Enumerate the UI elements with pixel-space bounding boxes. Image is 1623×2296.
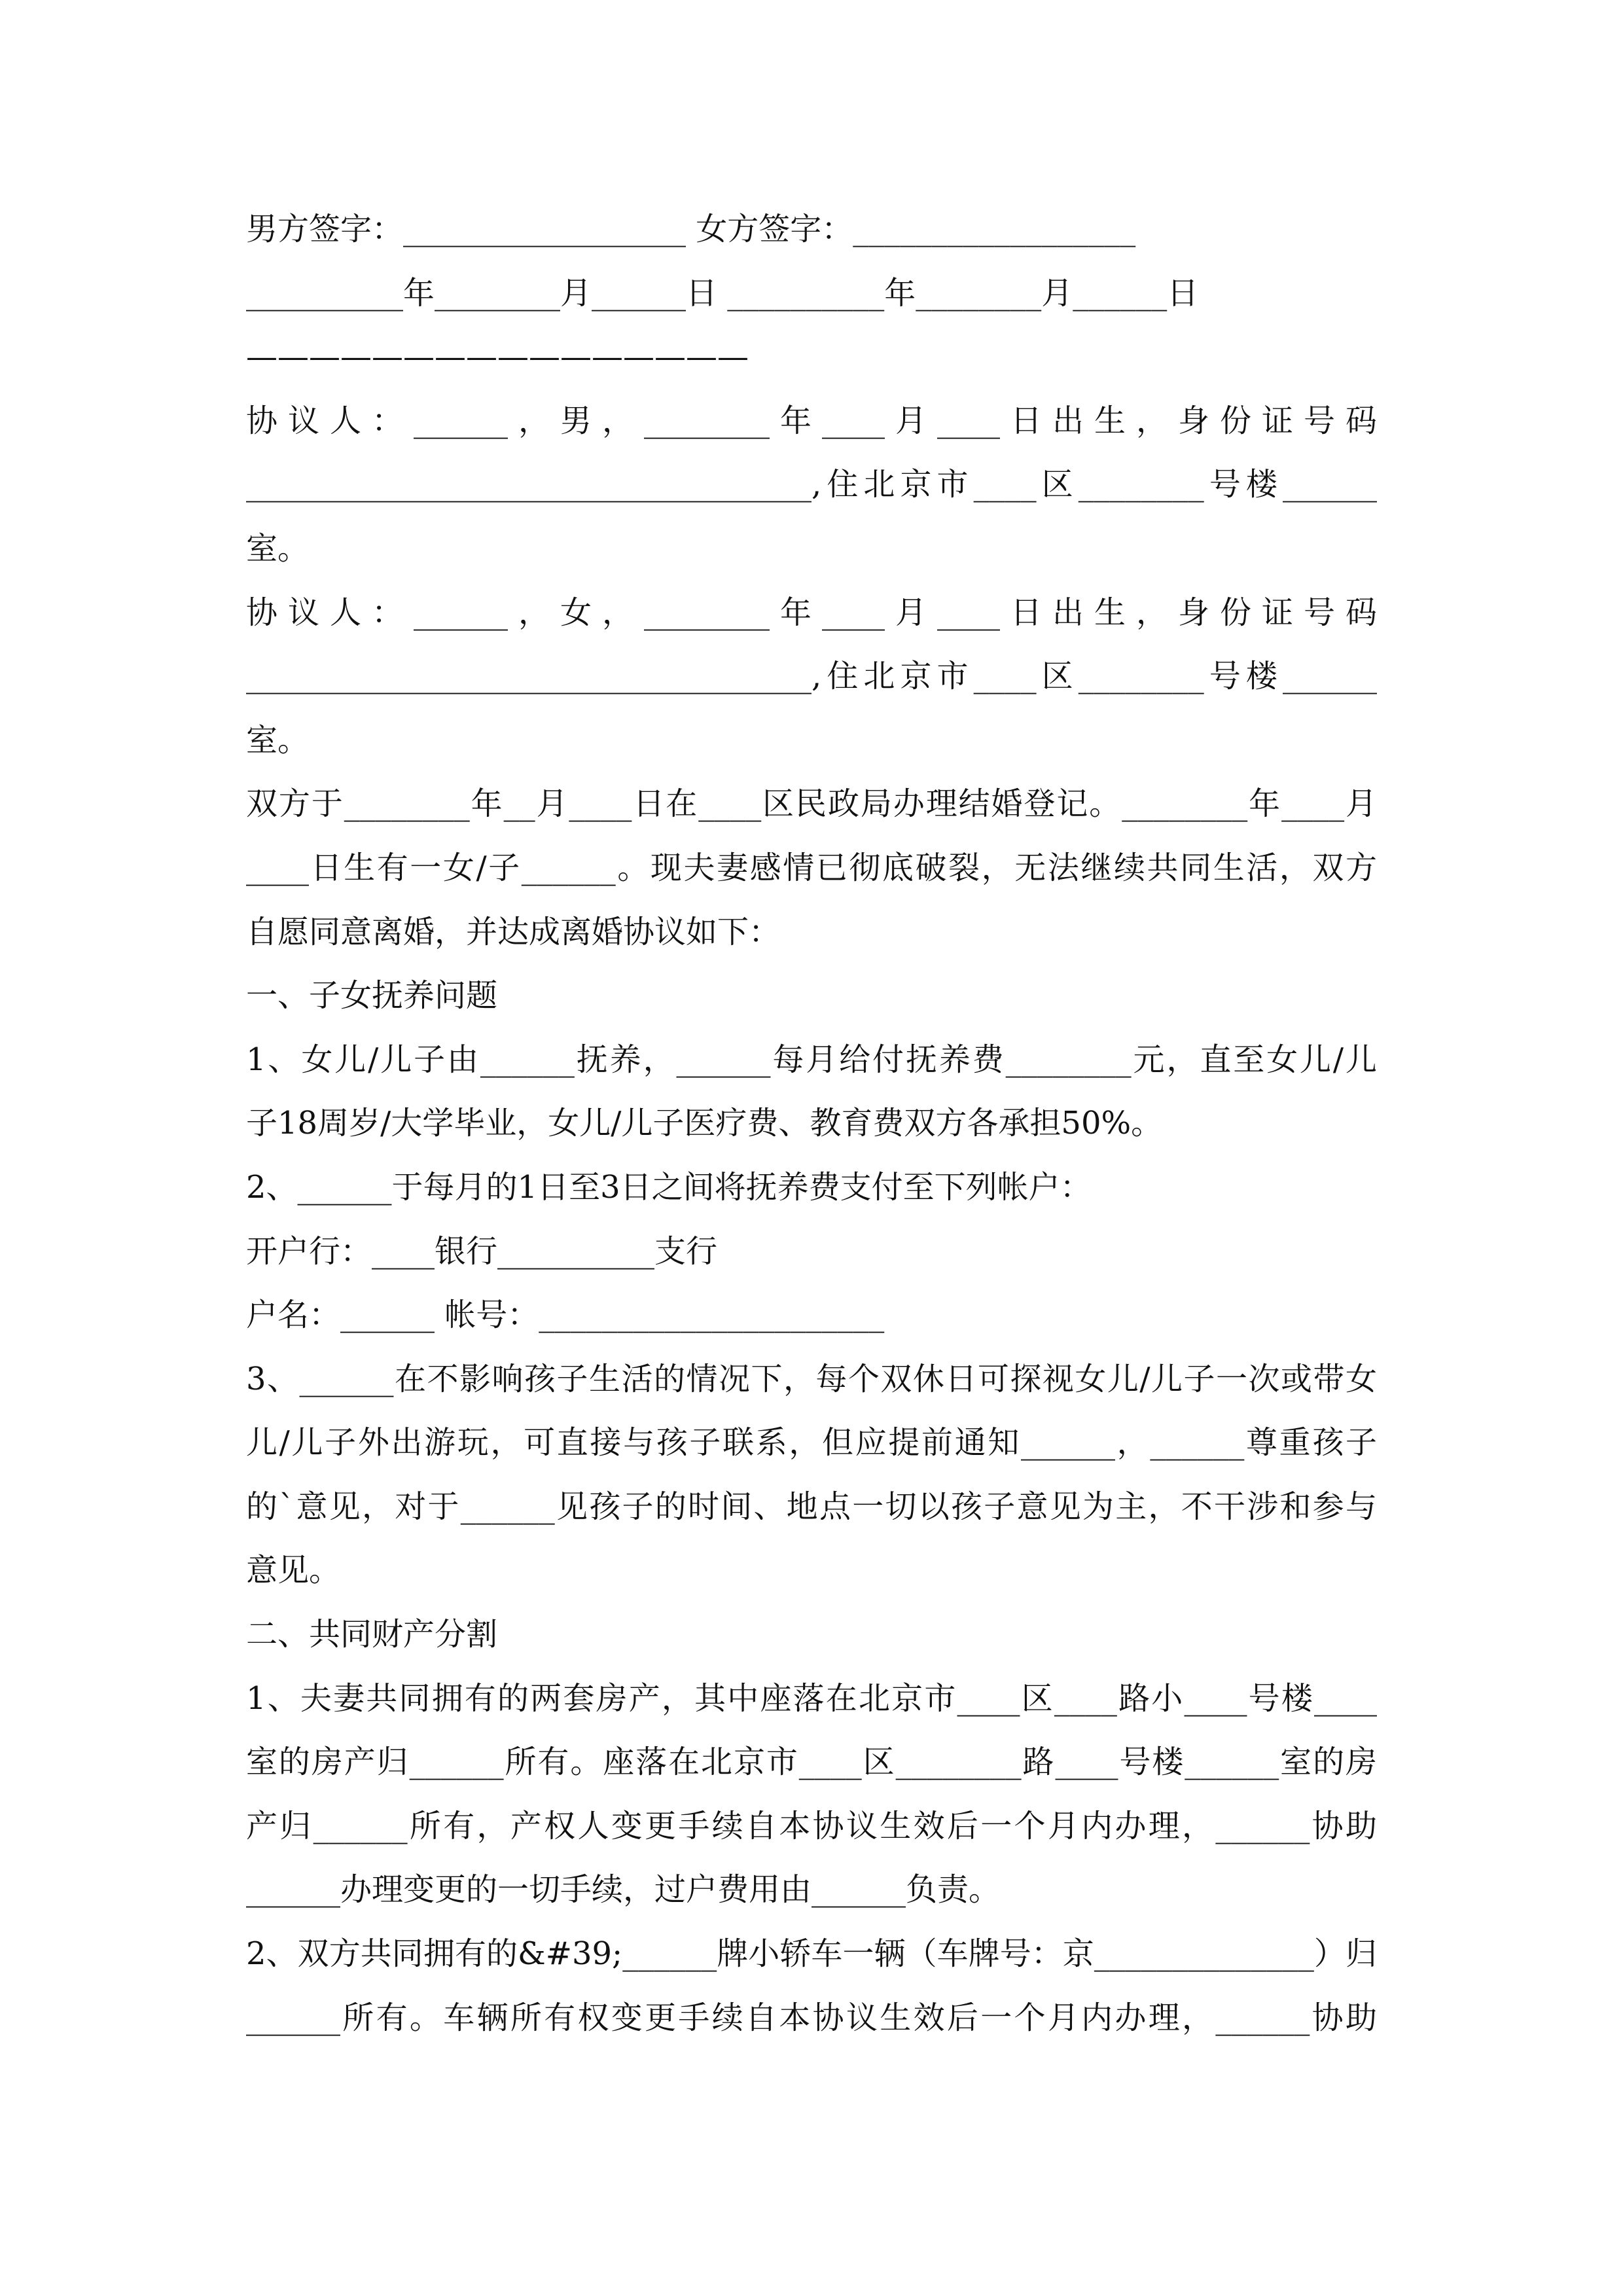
paragraph-line: ______办理变更的一切手续，过户费用由______负责。	[246, 1871, 1001, 1909]
paragraph-line: 意见。	[246, 1552, 341, 1589]
paragraph-line: 自愿同意离婚，并达成离婚协议如下：	[246, 913, 781, 950]
paragraph-line: 双方于________年__月____日在____区民政局办理结婚登记。________年____月	[246, 785, 1377, 823]
paragraph-line: 产归______所有，产权人变更手续自本协议生效后一个月内办理，______协助	[246, 1807, 1377, 1844]
paragraph-line: 2、双方共同拥有的&#39;______牌小轿车一辆（车牌号：京______________）归	[246, 1935, 1377, 1973]
document-page	[246, 198, 1377, 2050]
party-male-address: ____________________________________,住北京市____区________号楼______	[246, 466, 1377, 503]
account-line: 户名：______ 帐号：______________________	[246, 1297, 885, 1334]
bank-line: 开户行：____银行__________支行	[246, 1232, 718, 1270]
paragraph-line: 1、女儿/儿子由______抚养，______每月给付抚养费________元，直至女儿/儿	[246, 1041, 1377, 1078]
party-female-address: ____________________________________,住北京市____区________号楼______	[246, 658, 1377, 695]
party-male-address-end: 室。	[246, 529, 310, 567]
paragraph-line: 的`意见，对于______见孩子的时间、地点一切以孩子意见为主，不干涉和参与	[246, 1488, 1377, 1525]
paragraph-line: 室的房产归______所有。座落在北京市____区________路____号楼______室的房	[246, 1744, 1377, 1781]
party-male-line: 协议人：______，男，________年____月____日出生，身份证号码	[246, 402, 1377, 439]
paragraph-line: ____日生有一女/子______。现夫妻感情已彻底破裂，无法继续共同生活，双方	[246, 849, 1377, 886]
section-heading: 二、共同财产分割	[246, 1616, 498, 1653]
paragraph-line: 3、______在不影响孩子生活的情况下，每个双休日可探视女儿/儿子一次或带女	[246, 1360, 1377, 1397]
paragraph-line: ______所有。车辆所有权变更手续自本协议生效后一个月内办理，______协助	[246, 1999, 1377, 2036]
section-heading: 一、子女抚养问题	[246, 977, 498, 1014]
party-female-line: 协议人：______，女，________年____月____日出生，身份证号码	[246, 594, 1377, 631]
paragraph-line: 1、夫妻共同拥有的两套房产，其中座落在北京市____区____路小____号楼____	[246, 1679, 1377, 1717]
signature-line: 男方签字：__________________ 女方签字：__________________	[246, 211, 1136, 247]
paragraph-line: 2、______于每月的1日至3日之间将抚养费支付至下列帐户：	[246, 1168, 1092, 1206]
signature-date-line: __________年________月______日 __________年________月______日	[246, 274, 1199, 312]
paragraph-line: 儿/儿子外出游玩，可直接与孩子联系，但应提前通知______，______尊重孩子	[246, 1424, 1377, 1462]
paragraph-line: 子18周岁/大学毕业，女儿/儿子医疗费、教育费双方各承担50%。	[246, 1105, 1163, 1142]
party-female-address-end: 室。	[246, 721, 310, 759]
separator-rule: ————————————————	[246, 338, 749, 376]
